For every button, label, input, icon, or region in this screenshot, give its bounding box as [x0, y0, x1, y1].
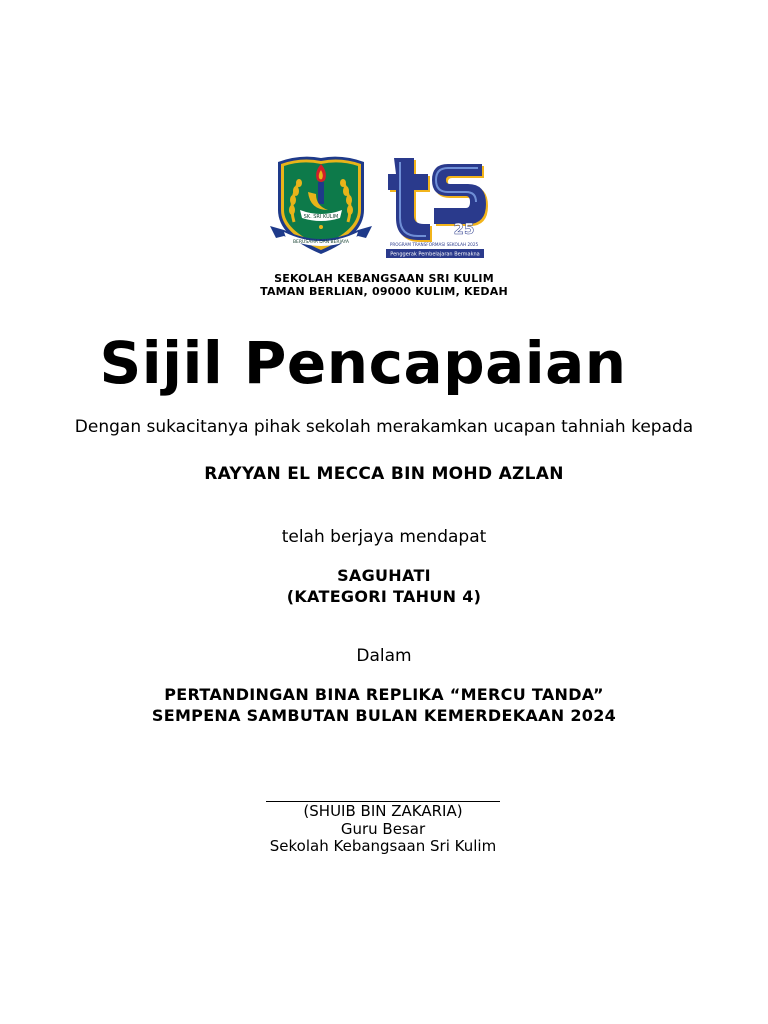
- intro-text: Dengan sukacitanya pihak sekolah merakamkan ucapan tahniah kepada: [74, 417, 694, 437]
- award-name: SAGUHATI: [337, 566, 431, 585]
- award-category: (KATEGORI TAHUN 4): [286, 587, 482, 606]
- event-title-line1: PERTANDINGAN BINA REPLIKA “MERCU TANDA”: [164, 685, 604, 704]
- svg-text:25: 25: [453, 220, 475, 238]
- signer-name: (SHUIB BIN ZAKARIA): [303, 802, 463, 820]
- svg-text:SK. SRI KULIM: SK. SRI KULIM: [303, 214, 339, 220]
- signer-role: Guru Besar: [340, 820, 426, 838]
- school-address: TAMAN BERLIAN, 09000 KULIM, KEDAH: [260, 285, 508, 298]
- svg-text:Penggerak Pembelajaran Bermakn: Penggerak Pembelajaran Bermakna: [390, 251, 480, 258]
- school-crest-logo: [270, 152, 372, 260]
- logo-row: [270, 152, 492, 264]
- ts25-program-logo: [384, 154, 490, 262]
- event-title-line2: SEMPENA SAMBUTAN BULAN KEMERDEKAAN 2024: [151, 706, 617, 725]
- achieved-text: telah berjaya mendapat: [281, 527, 487, 547]
- certificate-title: Sijil Pencapaian: [99, 329, 627, 397]
- recipient-name: RAYYAN EL MECCA BIN MOHD AZLAN: [204, 464, 564, 484]
- within-text: Dalam: [356, 646, 412, 666]
- school-name: SEKOLAH KEBANGSAAN SRI KULIM: [274, 272, 494, 285]
- svg-text:BERUSAHA DAN BERJAYA: BERUSAHA DAN BERJAYA: [292, 240, 350, 245]
- svg-text:PROGRAM TRANSFORMASI SEKOLAH 2: PROGRAM TRANSFORMASI SEKOLAH 2025: [389, 242, 479, 247]
- signer-school: Sekolah Kebangsaan Sri Kulim: [269, 837, 497, 855]
